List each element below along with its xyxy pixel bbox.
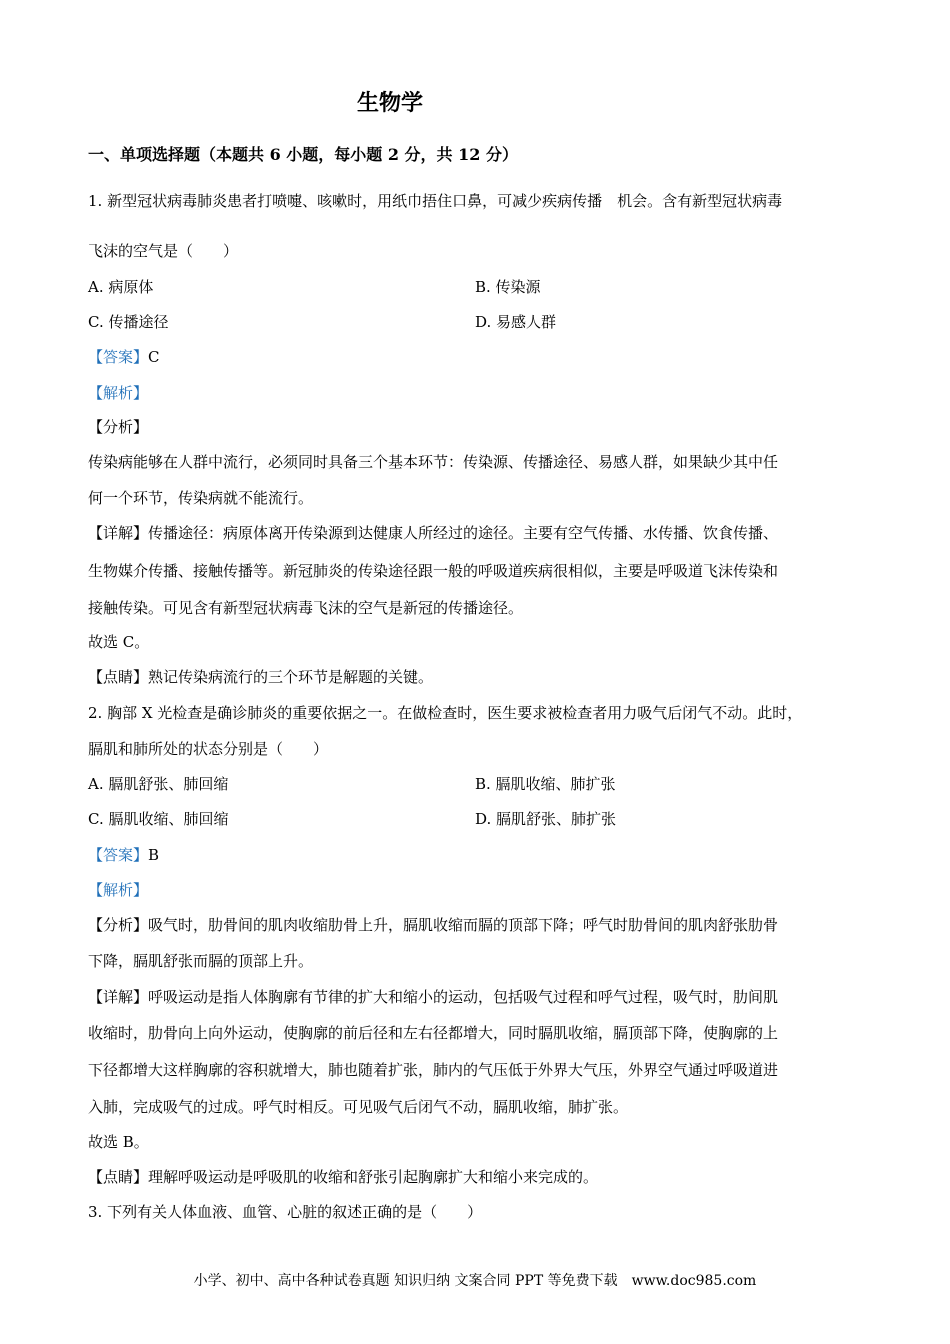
q2-detail-line2: 收缩时，肋骨向上向外运动，使胸廓的前后径和左右径都增大，同时膈肌收缩，膈顶部下降，使胸廓的上 [88,1024,779,1042]
q2-answer [88,844,159,865]
detail-text: 传播途径：病原体离开传染源到达健康人所经过的途径。主要有空气传播、水传播、饮食传播、 [148,524,779,542]
page-title: 生物学 [356,90,423,116]
answer-value: B [148,846,160,864]
q2-option-a: A. 膈肌舒张、肺回缩 [88,775,229,793]
q1-option-b: B. 传染源 [475,278,541,296]
answer-tag: 【答案】 [88,846,149,864]
section-heading: 一、单项选择题（本题共 6 小题，每小题 2 分，共 12 分） [88,145,518,164]
q2-tip [88,1166,598,1187]
q1-tip [88,666,433,687]
fenxi-text: 吸气时，肋骨间的肌肉收缩肋骨上升，膈肌收缩而膈的顶部下降；呼气时肋骨间的肌肉舒张肋骨 [148,916,779,934]
answer-value: C [148,348,160,366]
q2-option-b: B. 膈肌收缩、肺扩张 [475,775,616,793]
q2-analysis-tag: 【解析】 [88,881,149,899]
page-footer: 小学、初中、高中各种试卷真题 知识归纳 文案合同 PPT 等免费下载 www.doc985.com [193,1273,757,1289]
q1-option-c: C. 传播途径 [88,313,169,331]
q2-fenxi-line1 [88,914,778,935]
q1-option-a: A. 病原体 [88,278,154,296]
detail-text: 呼吸运动是指人体胸廓有节律的扩大和缩小的运动，包括吸气过程和呼气过程，吸气时，肋间肌 [148,988,779,1006]
q1-stem-line1: 1. 新型冠状病毒肺炎患者打喷嚏、咳嗽时，用纸巾捂住口鼻，可减少疾病传播 机会。含有新型冠状病毒 [88,192,783,210]
q1-stem-line2: 飞沫的空气是（ ） [88,242,239,260]
tip-tag: 【点睛】 [88,668,149,686]
q1-choose: 故选 C。 [88,633,150,651]
answer-tag: 【答案】 [88,348,149,366]
q2-option-d: D. 膈肌舒张、肺扩张 [475,810,617,828]
q2-stem-line1: 2. 胸部 X 光检查是确诊肺炎的重要依据之一。在做检查时，医生要求被检查者用力吸气后闭气不动。此时， [88,704,803,722]
tip-text: 理解呼吸运动是呼吸肌的收缩和舒张引起胸廓扩大和缩小来完成的。 [148,1168,599,1186]
tip-tag: 【点睛】 [88,1168,149,1186]
q2-option-c: C. 膈肌收缩、肺回缩 [88,810,229,828]
q2-detail-line1 [88,986,778,1007]
q1-detail-line3: 接触传染。可见含有新型冠状病毒飞沫的空气是新冠的传播途径。 [88,599,524,617]
q2-detail-line3: 下径都增大这样胸廓的容积就增大，肺也随着扩张，肺内的气压低于外界大气压，外界空气通过呼吸道进 [88,1061,779,1079]
detail-tag: 【详解】 [88,988,149,1006]
fenxi-tag: 【分析】 [88,916,149,934]
q1-option-d: D. 易感人群 [475,313,557,331]
tip-text: 熟记传染病流行的三个环节是解题的关键。 [148,668,434,686]
q3-stem-line1: 3. 下列有关人体血液、血管、心脏的叙述正确的是（ ） [88,1203,483,1221]
q2-choose: 故选 B。 [88,1133,149,1151]
q1-analysis-tag: 【解析】 [88,384,149,402]
q1-fenxi-tag: 【分析】 [88,418,149,436]
q1-fenxi-line1: 传染病能够在人群中流行，必须同时具备三个基本环节：传染源、传播途径、易感人群，如果缺少其中任 [88,453,779,471]
q1-answer [88,346,160,367]
detail-tag: 【详解】 [88,524,149,542]
q1-detail-line1 [88,522,778,543]
q2-stem-line2: 膈肌和肺所处的状态分别是（ ） [88,740,329,758]
q1-fenxi-line2: 何一个环节，传染病就不能流行。 [88,489,314,507]
q2-fenxi-line2: 下降，膈肌舒张而膈的顶部上升。 [88,952,314,970]
q2-detail-line4: 入肺，完成吸气的过成。呼气时相反。可见吸气后闭气不动，膈肌收缩，肺扩张。 [88,1098,629,1116]
q1-detail-line2: 生物媒介传播、接触传播等。新冠肺炎的传染途径跟一般的呼吸道疾病很相似，主要是呼吸道飞沫传染和 [88,562,779,580]
